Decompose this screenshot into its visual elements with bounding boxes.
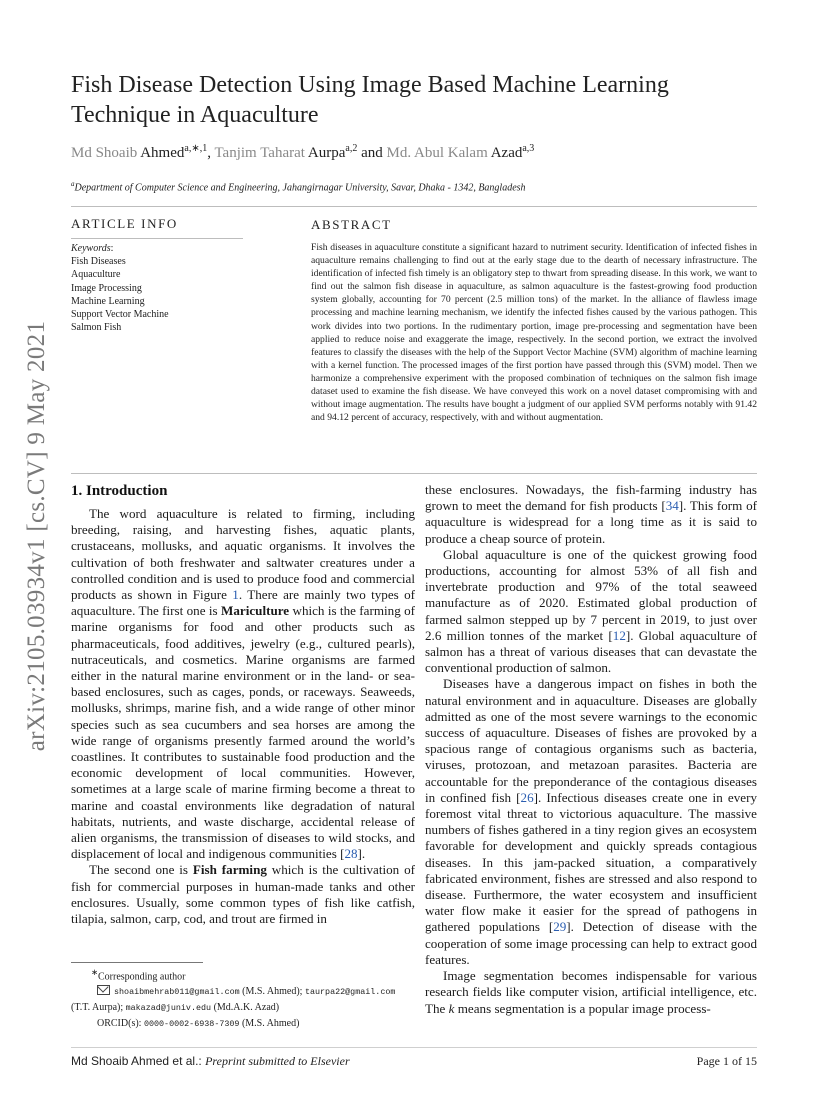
keyword-item: Machine Learning [71,295,145,307]
footnote: ∗Corresponding author shoaibmehrab011@gmail.com (M.S. Ahmed); taurpa22@gmail.com (T.T. Aurpa); makazad@juniv.edu (Md.A.K. Azad) ORCID(s): 0000-0002-6938-7309 (M.S. Ahmed) [71,965,415,1032]
intro-paragraph-4: Diseases have a dangerous impact on fishes in both the natural environment and in aquaculture. Diseases are globally admitted as one of the most severe warnings to the economic success of aquaculture. Diseases of fishes are provoked by a spacious range of contagious organisms such as bacteria, viruses, protozoan, and metazoan parasites. Bacteria are accountable for the preponderance of the contagious diseases in confined fish [26]. Infectious diseases create one in every foremost vital threat to victorious aquaculture. The massive numbers of fishes gathered in a tiny region gives an ecosystem favorable for development and quickly spreads contagious diseases. In this jam-packed situation, a comparatively fabricated environment, fishes are stressed and also respond to disease. Furthermore, the water ecosystem and insufficient water flow make it easier for the spread of pathogens in gathered populations [29]. Detection of disease with the cooperation of some image processing can help to extract good features. [425,676,757,967]
body-right-column [425,482,757,1017]
footer-venue: Preprint submitted to Elsevier [205,1054,350,1068]
citation-link[interactable]: 34 [665,498,679,514]
keyword-item: Aquaculture [71,269,121,281]
figure-link[interactable]: 1 [232,587,239,603]
citation-link[interactable]: 28 [344,846,358,862]
citation-link[interactable]: 12 [612,627,626,643]
arxiv-side-label: arXiv:2105.03934v1 [cs.CV] 9 May 2021 [23,320,50,752]
page-number: Page 1 of 15 [696,1054,757,1068]
intro-paragraph-3: Global aquaculture is one of the quickest growing food productions, accounting for almost 53% of all fish and invertebrate production and 97% of the total seaweed manufacture as of 2020. Estimated global production of farmed salmon stepped up by 7 percent in 2019, to just over 2.6 million tonnes of the market [12]. Global aquaculture of salmon has a threat of various diseases that can devastate the conventional production of salmon. [425,546,757,676]
email-link[interactable]: taurpa22@gmail.com [304,987,396,998]
intro-paragraph-5: Image segmentation becomes indispensable for various research fields like computer vision, artificial intelligence, etc. The k means segmentation is a popular image process- [425,968,757,1016]
abstract-heading: ABSTRACT [311,217,392,232]
body-left-column [71,506,415,927]
keyword-item: Support Vector Machine [71,309,169,321]
keywords-label: Keywords [71,243,111,254]
orcid-link[interactable]: 0000-0002-6938-7309 [143,1019,240,1030]
keyword-item: Salmon Fish [71,322,122,334]
abstract-divider [71,473,757,474]
intro-paragraph-1: The word aquaculture is related to firming, including breeding, raising, and harvesting fishes, aquatic plants, crustaceans, mollusks, and aquatic organisms. It involves the cultivation of both freshwater and saltwater creatures under a controlled condition and is used to produce food and commercial products as shown in Figure 1. There are mainly two types of aquaculture. The first one is Mariculture which is the farming of marine organisms for food and other products such as pharmaceuticals, food additives, jewelry (e.g., cultured pearls), nutraceuticals, and cosmetics. Marine organisms are farmed either in the natural marine environment or in the land- or sea-based enclosures, such as cages, ponds, or raceways. Seaweeds, mollusks, shrimps, marine fish, and a wide range of other minor species such as sea cucumbers and sea horses are among the wide range of organisms presently farmed around the world’s coastlines. It contributes to sustainable food production and the economic development of local communities. However, sometimes at a large scale of marine firming become a threat to marine and coastal environments like degradation of natural habitats, nutrients, and waste discharge, accidental release of alien organisms, the transmission of diseases to wild stocks, and displacement of local and indigenous communities [28]. [71,506,416,862]
citation-link[interactable]: 29 [553,919,567,935]
author-2: Tanjim Taharat Aurpa$^{a,2}$ and [214,143,387,161]
citation-link[interactable]: 26 [520,789,534,805]
corresponding-author-note: ∗Corresponding author [91,968,186,983]
abstract-text: Fish diseases in aquaculture constitute a significant hazard to nutriment security. Identification of infected fishes in aquaculture remains challenging to find out at the early stage due to the dearth of necessary infrastructure. The identification of infected fish timely is an obligatory step to thwart from spreading disease. In this work, we want to find out the salmon fish disease in aquaculture, as salmon aquaculture is the fastest-growing food production system globally, accounting for 70 percent (2.5 million tons) of the market. In the alliance of flawless image processing and machine learning mechanism, we identify the infected fishes caused by the various pathogen. This work divides into two portions. In the rudimentary portion, image pre-processing and segmentation have been applied to reduce noise and exaggerate the image, respectively. In the second portion, we extract the involved features to classify the diseases with the help of the Support Vector Machine (SVM) algorithm of machine learning with a kernel function. The processed images of the first portion have passed through this (SVM) model. Then we harmonize a comprehensive experiment with the proposed combination of techniques on the salmon fish image dataset used to examine the fish disease. We have conveyed this work on a novel dataset compromising with and without image augmentation. The results have bought a judgment of our applied SVM performs notably with 91.42 and 94.12 percent of accuracy, respectively, with and without augmentation. [311,242,757,424]
keywords-block: Keywords: Fish Diseases Aquaculture Image Processing Machine Learning Support Vector Machine Salmon Fish [71,243,169,334]
header-divider [71,206,757,207]
email-link[interactable]: makazad@juniv.edu [125,1003,212,1014]
author-3: Md. Abul Kalam Azad$^{a,3}$ [386,143,535,161]
author-1: Md Shoaib Ahmed$^{a,∗,1}$, [71,143,215,161]
intro-paragraph-2: The second one is Fish farming which is the cultivation of fish for commercial purposes in human-made tanks and other enclosures. Usually, some common types of fish like catfish, tilapia, salmon, carp, cod, and trout are firmed in [71,862,415,927]
author-list [71,143,534,162]
article-info-heading: ARTICLE INFO [71,216,178,231]
footer-authors: Md Shoaib Ahmed et al.: [71,1054,202,1068]
footnote-divider [71,962,203,963]
envelope-icon [97,985,110,995]
email-link[interactable]: shoaibmehrab011@gmail.com [114,987,240,998]
intro-paragraph-2-cont: these enclosures. Nowadays, the fish-farming industry has grown to meet the demand for fish products [34]. This form of aquaculture is widespread for a long time as it is said to produce a cheap source of protein. [425,482,757,546]
section-heading-introduction: 1. Introduction [71,483,168,499]
footer-divider [71,1047,757,1048]
affiliation: $^a$Department of Computer Science and Engineering, Jahangirnagar University, Savar, Dhaka - 1342, Bangladesh [71,180,526,194]
article-info-divider [71,238,243,239]
keyword-item: Fish Diseases [71,256,126,268]
paper-title: Fish Disease Detection Using Image Based Machine Learning Technique in Aquaculture [71,72,669,128]
keyword-item: Image Processing [71,282,142,294]
